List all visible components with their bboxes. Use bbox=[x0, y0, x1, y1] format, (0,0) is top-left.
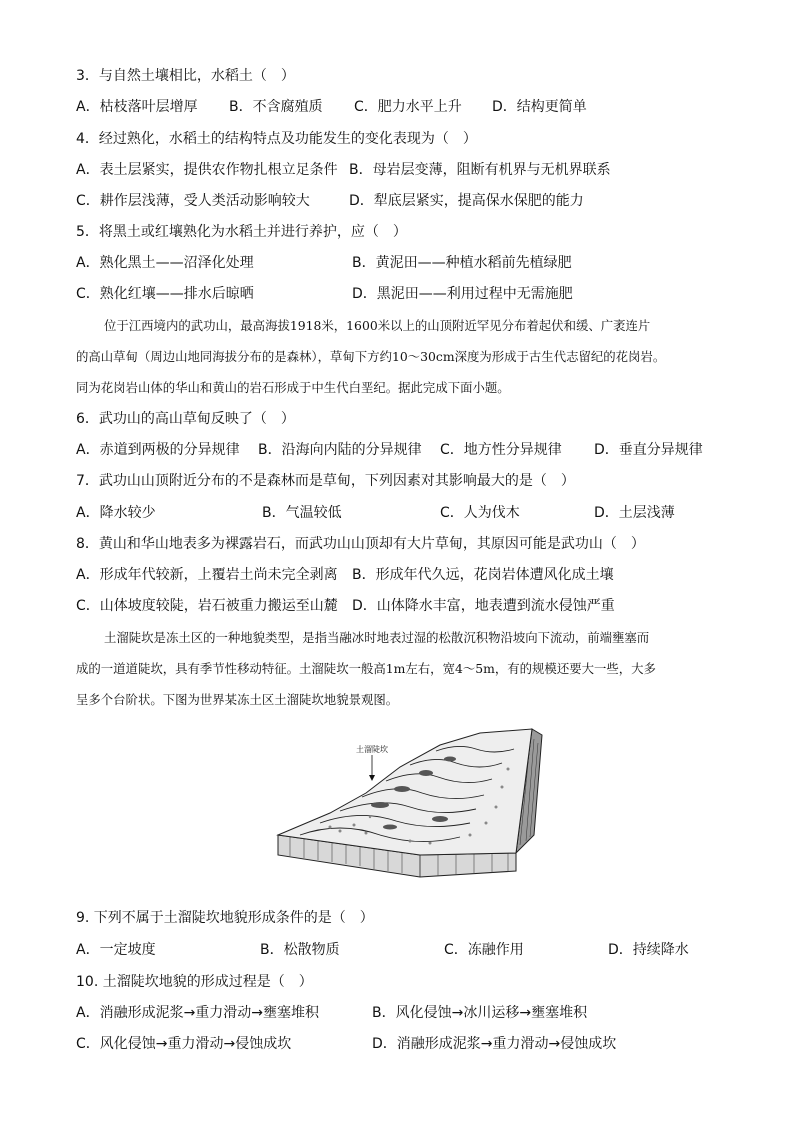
passage-2-line-1: 土溜陡坎是冻土区的一种地貌类型，是指当融冰时地表过湿的松散沉积物沿坡向下流动，前端壅塞而 bbox=[104, 630, 650, 645]
question-8-stem: 8．黄山和华山地表多为裸露岩石，而武功山山顶却有大片草甸，其原因可能是武功山（ ） bbox=[76, 536, 645, 552]
question-7-option-c: C．人为伐木 bbox=[440, 505, 520, 521]
question-9-option-d: D．持续降水 bbox=[608, 942, 689, 958]
passage-1-line-3: 同为花岗岩山体的华山和黄山的岩石形成于中生代白垩纪。据此完成下面小题。 bbox=[76, 380, 510, 395]
question-9-option-c: C．冻融作用 bbox=[444, 942, 524, 958]
question-3-option-d: D．结构更简单 bbox=[492, 99, 587, 115]
question-8-option-d: D．山体降水丰富，地表遭到流水侵蚀严重 bbox=[352, 598, 615, 614]
question-4-option-a: A．表土层紧实，提供农作物扎根立足条件 bbox=[76, 162, 338, 178]
passage-2-line-3: 呈多个台阶状。下图为世界某冻土区土溜陡坎地貌景观图。 bbox=[76, 692, 399, 707]
figure-label: 土溜陡坎 bbox=[356, 745, 388, 754]
question-4-stem: 4．经过熟化，水稻土的结构特点及功能发生的变化表现为（ ） bbox=[76, 131, 477, 147]
question-4-option-c: C．耕作层浅薄，受人类活动影响较大 bbox=[76, 193, 310, 209]
question-7-stem: 7．武功山山顶附近分布的不是森林而是草甸，下列因素对其影响最大的是（ ） bbox=[76, 473, 575, 489]
question-5-option-a: A．熟化黑土——沼泽化处理 bbox=[76, 255, 254, 271]
question-10-option-d: D．消融形成泥浆→重力滑动→侵蚀成坎 bbox=[372, 1036, 617, 1052]
question-9-stem: 9. 下列不属于土溜陡坎地貌形成条件的是（ ） bbox=[76, 910, 374, 926]
passage-2-line-2: 成的一道道陡坎，具有季节性移动特征。土溜陡坎一般高1m左右，宽4～5m，有的规模还要大一些，大多 bbox=[76, 661, 656, 676]
question-10-option-a: A．消融形成泥浆→重力滑动→壅塞堆积 bbox=[76, 1005, 320, 1021]
question-5-option-c: C．熟化红壤——排水后晾晒 bbox=[76, 286, 254, 302]
question-7-option-a: A．降水较少 bbox=[76, 505, 156, 521]
question-7-option-b: B．气温较低 bbox=[262, 505, 342, 521]
solifluction-terrace-figure bbox=[270, 723, 548, 883]
question-10-stem: 10. 土溜陡坎地貌的形成过程是（ ） bbox=[76, 974, 313, 990]
question-6-stem: 6．武功山的高山草甸反映了（ ） bbox=[76, 411, 295, 427]
question-3-option-c: C．肥力水平上升 bbox=[354, 99, 462, 115]
question-4-option-b: B．母岩层变薄，阻断有机界与无机界联系 bbox=[349, 162, 611, 178]
question-4-option-d: D．犁底层紧实，提高保水保肥的能力 bbox=[349, 193, 584, 209]
passage-1-line-2: 的高山草甸（周边山地同海拔分布的是森林），草甸下方约10～30cm深度为形成于古生代志留纪的花岗岩。 bbox=[76, 349, 666, 364]
figure-arrowhead bbox=[369, 775, 375, 781]
question-8-option-b: B．形成年代久远，花岗岩体遭风化成土壤 bbox=[352, 567, 614, 583]
question-8-option-a: A．形成年代较新，上覆岩土尚未完全剥离 bbox=[76, 567, 338, 583]
question-5-option-d: D．黑泥田——利用过程中无需施肥 bbox=[352, 286, 573, 302]
question-7-option-d: D．土层浅薄 bbox=[594, 505, 675, 521]
passage-1-line-1: 位于江西境内的武功山，最高海拔1918米，1600米以上的山顶附近罕见分布着起伏和缓、广袤连片 bbox=[104, 318, 651, 333]
question-10-option-c: C．风化侵蚀→重力滑动→侵蚀成坎 bbox=[76, 1036, 292, 1052]
question-6-option-c: C．地方性分异规律 bbox=[440, 442, 562, 458]
question-10-option-b: B．风化侵蚀→冰川运移→壅塞堆积 bbox=[372, 1005, 588, 1021]
question-9-option-b: B．松散物质 bbox=[260, 942, 340, 958]
question-6-option-d: D．垂直分异规律 bbox=[594, 442, 703, 458]
question-9-option-a: A．一定坡度 bbox=[76, 942, 156, 958]
question-5-stem: 5．将黑土或红壤熟化为水稻土并进行养护，应（ ） bbox=[76, 224, 407, 240]
question-3-stem: 3．与自然土壤相比，水稻土（ ） bbox=[76, 68, 295, 84]
question-8-option-c: C．山体坡度较陡，岩石被重力搬运至山麓 bbox=[76, 598, 338, 614]
question-6-option-b: B．沿海向内陆的分异规律 bbox=[258, 442, 422, 458]
question-3-option-b: B．不含腐殖质 bbox=[229, 99, 323, 115]
question-6-option-a: A．赤道到两极的分异规律 bbox=[76, 442, 240, 458]
question-3-option-a: A．枯枝落叶层增厚 bbox=[76, 99, 198, 115]
question-5-option-b: B．黄泥田——种植水稻前先植绿肥 bbox=[352, 255, 572, 271]
